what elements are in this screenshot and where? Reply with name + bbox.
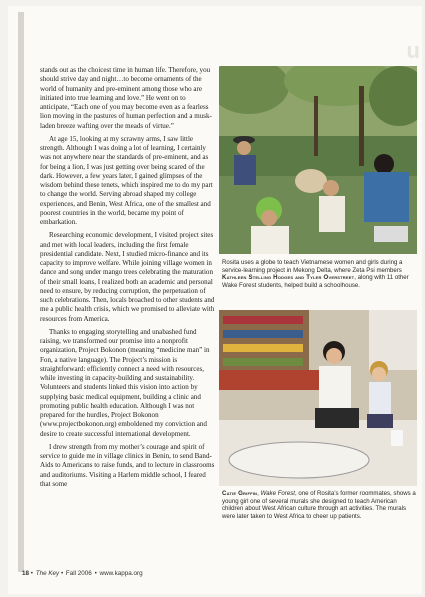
article-paragraph: At age 15, looking at my scrawny arms, I saw little strength. Although I was doing a lot of learning, I certainly was not anywhere near the standards of pre-eminent, and as for being a lion, I was just getting over being scared of the dark. However, a few years later, I gained glimpses of the wisdom behind these tenets, which inspired me to do my part to change the world. Serving abroad shaped my college experiences, and Benin, West Africa, one of the smallest and poorest countries in the world, became my point of embarkation. bbox=[40, 134, 213, 226]
photo-mural bbox=[219, 310, 417, 486]
photo-caption-mural bbox=[222, 490, 418, 521]
page-footer bbox=[22, 570, 144, 577]
website-url: www.kappa.org bbox=[99, 570, 143, 577]
article-paragraph: Researching economic development, I visited project sites and met with local leaders, including the first female presidential candidate. Next, I studied micro-finance and its capacity to improve welfare. While joining village women in dance and song under mango trees celebrating the maturation of their small loans, I realized both an academic and personal need to ensure, by reducing corruption, the perpetuation of such celebrations. Then, locals broached to other students and me a public health crisis, which we promised to alleviate with resources from America. bbox=[40, 231, 215, 323]
caption-separator: , bbox=[257, 490, 261, 497]
page-edge-bar bbox=[18, 12, 24, 572]
page-number: 18 bbox=[22, 570, 30, 577]
faded-header-text: u bbox=[406, 38, 421, 63]
caption-text-tail: , one of Rosita’s former roommates, shows a young girl one of several murals she designed to teach American children about West African culture through art activities. The murals were later taken to West Africa to cheer up patients. bbox=[222, 490, 416, 521]
footer-separator: • bbox=[30, 570, 33, 577]
caption-names: Kathleen Stelling Hodges and Tyler Overstreet bbox=[222, 274, 355, 282]
caption-name: Catie Griffin bbox=[222, 490, 258, 497]
photo-globe-lesson bbox=[219, 66, 417, 254]
caption-text: Rosita uses a globe to teach Vietnamese women and girls during a service-learning project in Mekong Delta, where Zeta Psi members bbox=[222, 259, 403, 274]
caption-text-tail: , along with 11 other Wake Forest students, helped build a schoolhouse. bbox=[222, 274, 409, 290]
article-paragraph: stands out as the choicest time in human life. Therefore, you should strive day and night…to become ornaments of the world of humanity and pre-eminent among those who are initiated into true learning and love.” He went on to anticipate, “Each one of you may become even as a fearless lion moving in the pastures of human perfection and a musk-laden breeze wafting over the meads of virtue.” bbox=[40, 66, 212, 130]
photo-mural-illustration bbox=[219, 310, 417, 486]
article-paragraph: Thanks to engaging storytelling and unabashed fund raising, we transformed our promise into a nonprofit organization, Project Bokonon (meaning “medicine man” in Fon, a native language). The Project’s mission is straightforward: efficiently connect a need with resources, while investing in capacity-building and sustainability. Volunteers and students linked this vision into action by supplying basic medical equipment, building a clinic and promoting public health education. Although I was not prepared for the hurdles, Project Bokonon (www.projectbokonon.org) emboldened my conviction and desire to create successful international development. bbox=[40, 327, 210, 438]
article-text-column bbox=[40, 66, 215, 493]
photo-globe-lesson-illustration bbox=[219, 66, 417, 254]
magazine-name: The Key bbox=[35, 570, 60, 577]
article-paragraph: I drew strength from my mother’s courage and spirit of service to guide me in village clinics in Benin, to send Band-Aids to Americans to raise funds, and to lecture in classrooms and auditoriums. Visiting a Harlem middle school, I feared that some bbox=[40, 442, 215, 488]
photo-caption-globe bbox=[222, 259, 418, 290]
footer-separator: • bbox=[94, 570, 97, 577]
footer-separator: • bbox=[60, 570, 64, 577]
caption-school: Wake Forest bbox=[260, 490, 295, 497]
issue-date: Fall 2006 bbox=[65, 570, 92, 577]
